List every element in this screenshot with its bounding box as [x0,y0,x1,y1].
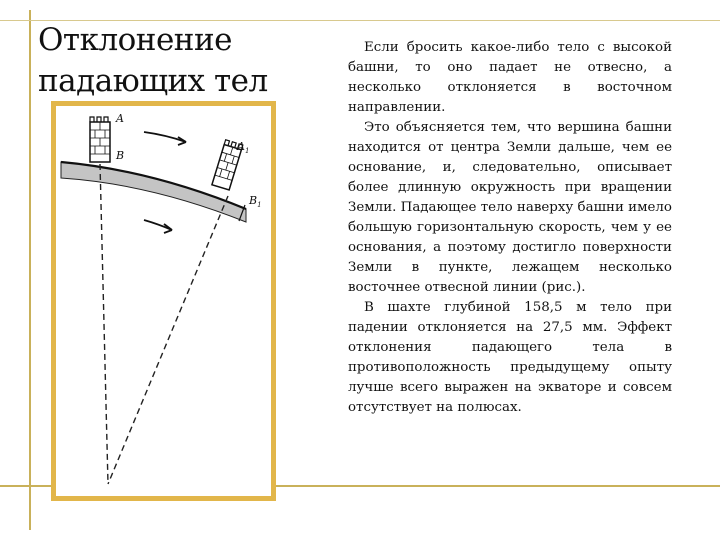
figure-frame [51,101,276,501]
label-a1-sub: 1 [244,147,250,155]
title-line-1: Отклонение [38,22,232,58]
deflection-diagram [56,106,271,496]
label-b1-sub: 1 [257,201,262,209]
label-b1 [248,194,262,209]
label-a1 [236,140,249,155]
paragraph-3: В шахте глубиной 158,5 м тело при падении отклоняется на 27,5 мм. Эффект отклонения падающего тела в противоположность предыдущему опыту лучше всего выражен на экваторе и совсем отсутствует на полюсах. [348,300,672,415]
slide-title [38,20,328,102]
label-a1-main: A [237,140,245,153]
label-b: B [116,149,125,162]
radius-line-a1 [108,196,228,484]
label-b1-main: B [249,194,258,207]
radius-line-a [100,164,108,484]
label-a: A [116,112,124,125]
decorative-vertical-line [29,10,31,530]
paragraph-2: Это объясняется тем, что вершина башни находится от центра Земли дальше, чем ее основание, и, следовательно, описывает более длинную окружность при вращении Земли. Падающее тело наверху башни имело большую горизонтальную скорость, чем у ее основания, а поэтому достигло поверхности Земли в пункте, лежащем несколько восточнее отвесной линии (рис.). [348,120,672,295]
motion-arrow-top [144,132,186,142]
motion-arrow-bottom [144,220,172,230]
paragraph-1: Если бросить какое-либо тело с высокой башни, то оно падает не отвесно, а несколько отклоняется в восточном направлении. [348,40,672,115]
body-text [348,38,672,418]
title-line-2: падающих тел [38,63,268,99]
tower-a [90,117,110,162]
